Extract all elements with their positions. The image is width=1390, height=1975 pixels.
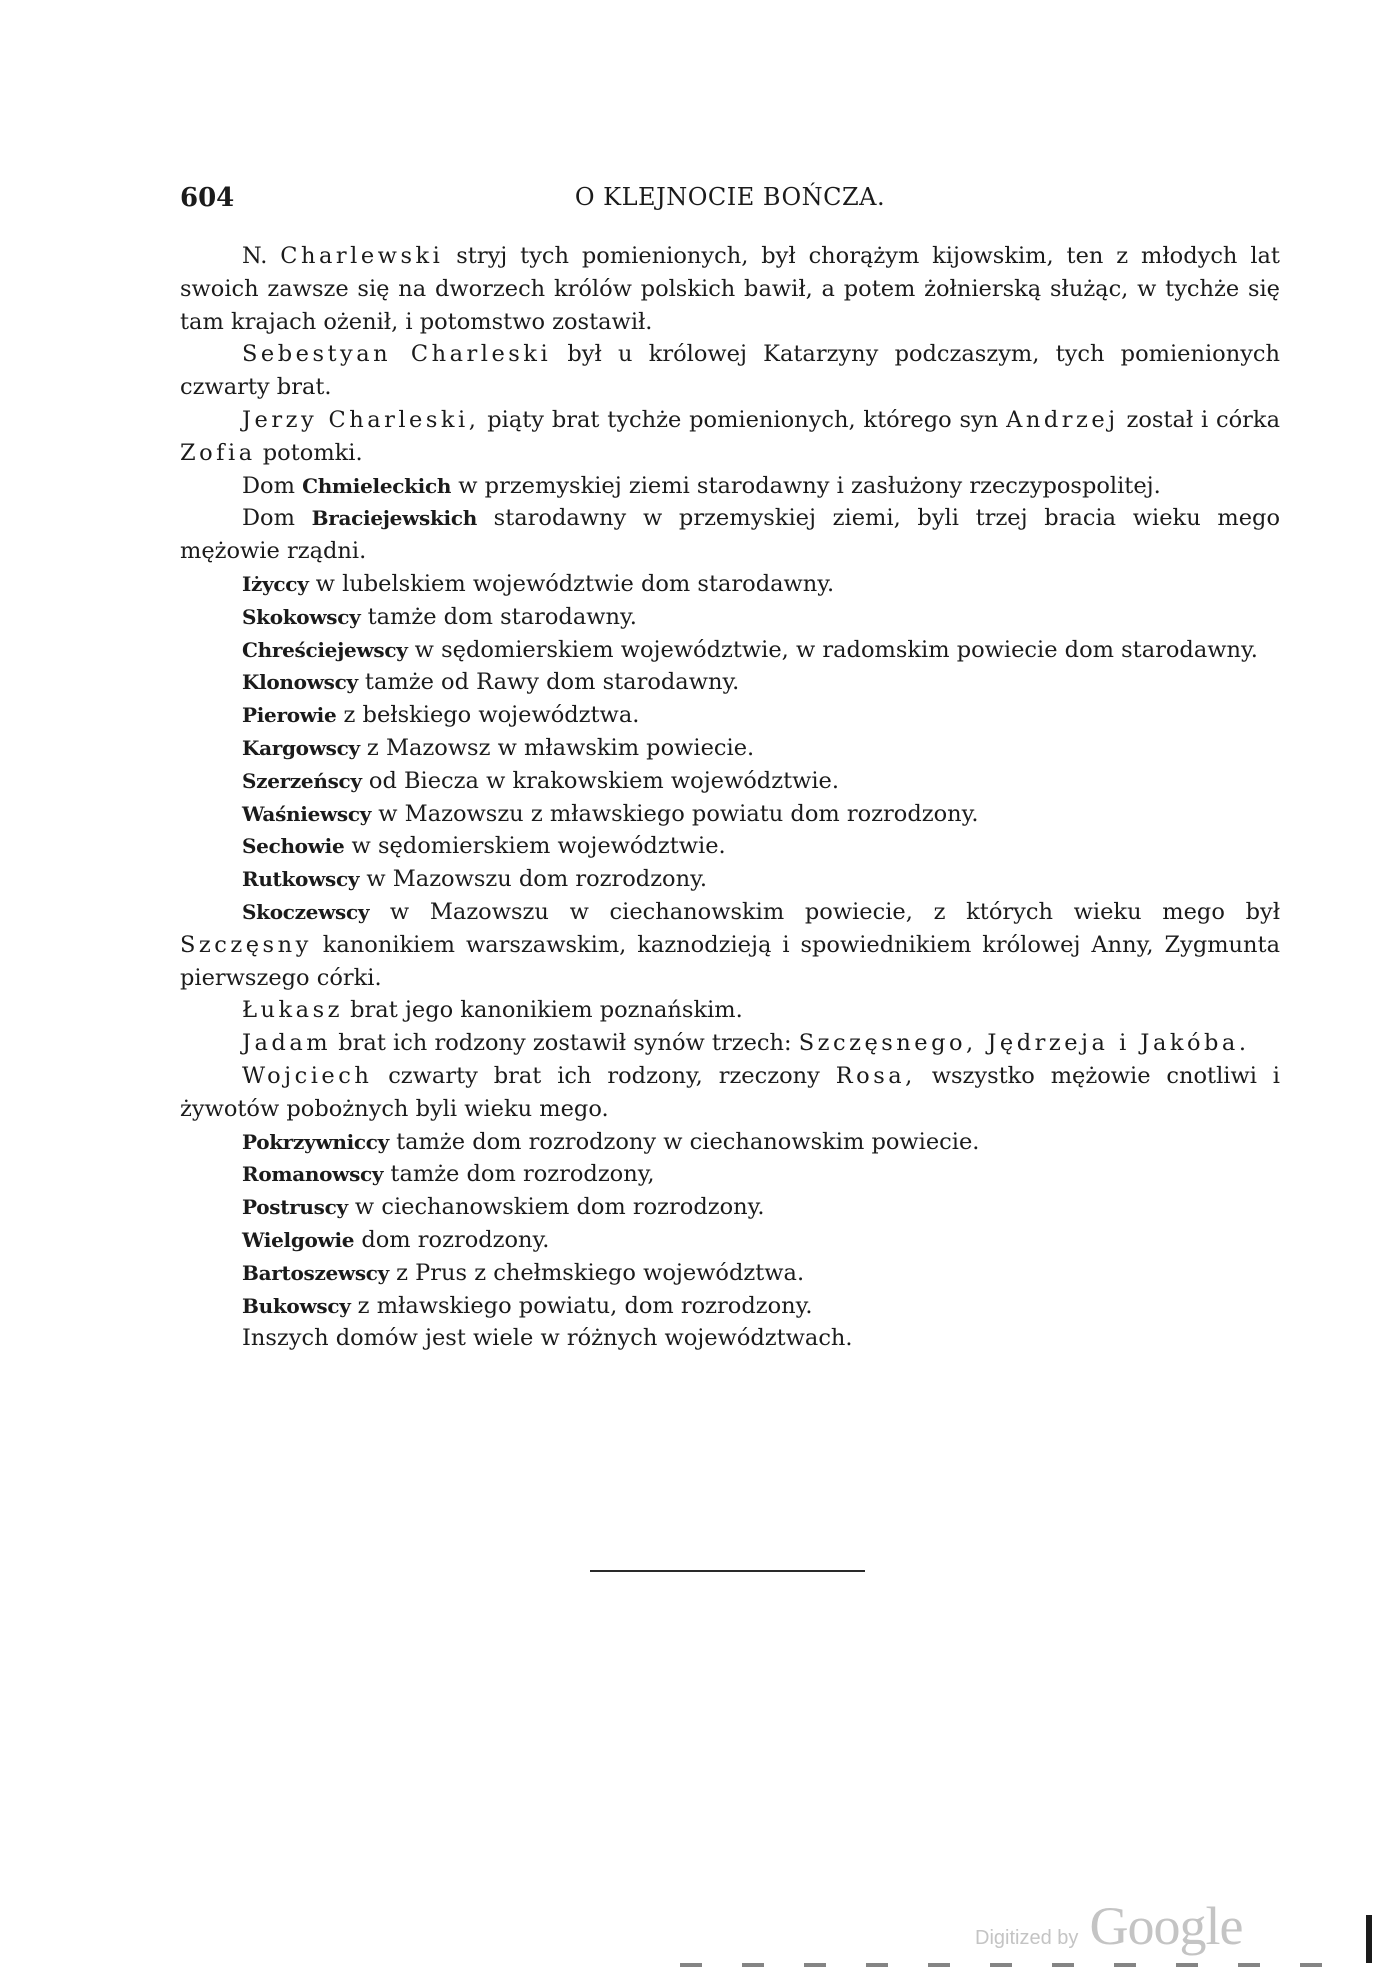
text-run: tamże dom starodawny. xyxy=(360,603,637,630)
text-run: potomki. xyxy=(255,439,363,466)
family-name: Kargowscy xyxy=(242,735,360,760)
end-rule xyxy=(590,1570,865,1572)
watermark-brand-logo: Google xyxy=(1089,1896,1243,1956)
family-name: Waśniewscy xyxy=(242,801,372,826)
paragraph xyxy=(180,1158,1280,1191)
text-run: z mławskiego powiatu, dom rozrodzony. xyxy=(350,1292,813,1319)
text-run: brat ich rodzony zostawił synów trzech: xyxy=(331,1030,799,1057)
text-run: w ciechanowskiem dom rozrodzony. xyxy=(347,1194,765,1221)
text-run: w sędomierskiem województwie, w radomskim powiecie dom starodawny. xyxy=(407,636,1258,663)
running-title: O KLEJNOCIE BOŃCZA. xyxy=(574,183,886,211)
paragraph xyxy=(180,634,1280,667)
scan-bottom-artifacts xyxy=(680,1963,1360,1967)
paragraph xyxy=(180,1224,1280,1257)
text-run: w Mazowszu w ciechanowskim powiecie, z których wieku mego był xyxy=(369,898,1280,925)
paragraph xyxy=(180,863,1280,896)
family-name: Pierowie xyxy=(242,703,337,728)
text-run: Dom xyxy=(242,472,303,499)
spaced-name: Zofia xyxy=(180,439,256,466)
family-name: Romanowscy xyxy=(242,1162,384,1187)
family-name: Sechowie xyxy=(242,834,345,859)
spaced-name: Szczęsny xyxy=(180,931,312,958)
paragraph xyxy=(180,830,1280,863)
family-name: Rutkowscy xyxy=(242,867,360,892)
family-name: Pokrzywniccy xyxy=(242,1129,389,1154)
paragraph xyxy=(180,765,1280,798)
family-name: Wielgowie xyxy=(242,1227,355,1252)
family-name: Szerzeńscy xyxy=(242,768,362,793)
paragraph xyxy=(180,240,1280,338)
paragraph xyxy=(180,1257,1280,1290)
page-header xyxy=(180,183,1280,223)
paragraph xyxy=(180,666,1280,699)
paragraph xyxy=(180,732,1280,765)
paragraph xyxy=(180,798,1280,831)
paragraph xyxy=(180,699,1280,732)
paragraph xyxy=(180,404,1280,470)
text-run: wszystko mężowie cnotliwi i żywotów pobożnych byli wieku mego. xyxy=(180,1062,1281,1122)
spaced-name: Jerzy Charleski, xyxy=(242,406,480,433)
family-name: Klonowscy xyxy=(242,670,358,695)
spaced-name: Szczęsnego, Jędrzeja i Jakóba. xyxy=(798,1030,1250,1057)
text-run: brat jego kanonikiem poznańskim. xyxy=(343,997,743,1024)
family-name: Bartoszewscy xyxy=(242,1260,389,1285)
family-name: Postruscy xyxy=(242,1195,348,1220)
paragraph xyxy=(180,994,1280,1027)
spaced-name: Rosa, xyxy=(835,1062,916,1089)
paragraph xyxy=(180,1322,1280,1355)
paragraph xyxy=(180,502,1280,568)
paragraph xyxy=(180,338,1280,404)
spaced-name: Jadam xyxy=(242,1030,332,1057)
text-run: N. xyxy=(242,243,281,269)
text-run: został i córka xyxy=(1118,406,1280,433)
spaced-name: Łukasz xyxy=(242,997,343,1024)
text-run: w sędomierskiem województwie. xyxy=(344,833,726,860)
text-run: w Mazowszu z mławskiego powiatu dom rozrodzony. xyxy=(371,800,979,827)
text-run: tamże od Rawy dom starodawny. xyxy=(357,669,740,696)
family-name: Braciejewskich xyxy=(311,506,477,531)
paragraph xyxy=(180,568,1280,601)
body-text xyxy=(180,240,1280,1355)
spaced-name: Wojciech xyxy=(242,1062,373,1089)
text-run: z bełskiego województwa. xyxy=(336,702,640,729)
text-run: Inszych domów jest wiele w różnych województwach. xyxy=(242,1325,853,1352)
text-run: tamże dom rozrodzony, xyxy=(383,1161,655,1188)
text-run: w Mazowszu dom rozrodzony. xyxy=(359,866,707,893)
text-run: dom rozrodzony. xyxy=(354,1226,550,1253)
text-run: czwarty brat ich rodzony, rzeczony xyxy=(372,1062,836,1089)
text-run: Dom xyxy=(242,505,312,532)
text-run: piąty brat tychże pomienionych, którego syn xyxy=(479,406,1007,433)
spaced-name: Sebestyan Charleski xyxy=(242,341,552,368)
watermark-prefix: Digitized by xyxy=(975,1927,1079,1949)
text-run: stryj tych pomienionych, był chorążym kijowskim, ten z młodych lat swoich zawsze się na dworzech królów polskich bawił, a potem żołnierską służąc, w tychże się tam krajach ożenił, i potomstwo zostawił. xyxy=(180,243,1280,335)
scan-edge-mark xyxy=(1366,1915,1372,1963)
spaced-name: Andrzej xyxy=(1006,406,1119,433)
text-run: w lubelskiem województwie dom starodawny. xyxy=(308,570,835,597)
paragraph xyxy=(180,1027,1280,1060)
paragraph xyxy=(180,601,1280,634)
paragraph xyxy=(180,896,1280,994)
text-run: z Mazowsz w mławskim powiecie. xyxy=(359,734,755,761)
text-run: kanonikiem warszawskim, kaznodzieją i spowiednikiem królowej Anny, Zygmunta pierwszego córki. xyxy=(180,931,1280,991)
text-run: tamże dom rozrodzony w ciechanowskim powiecie. xyxy=(388,1128,980,1155)
text-run: w przemyskiej ziemi starodawny i zasłużony rzeczypospolitej. xyxy=(451,472,1161,499)
family-name: Iżyccy xyxy=(242,571,309,596)
page-number: 604 xyxy=(180,183,235,213)
family-name: Skokowscy xyxy=(242,604,361,629)
text-run: starodawny w przemyskiej ziemi, byli trzej bracia wieku mego mężowie rządni. xyxy=(180,505,1280,565)
text-run: był u królowej Katarzyny podczaszym, tych pomienionych czwarty brat. xyxy=(180,341,1280,401)
paragraph xyxy=(180,1126,1280,1159)
digitization-watermark xyxy=(975,1895,1242,1965)
family-name: Chreściejewscy xyxy=(242,637,408,662)
paragraph xyxy=(180,1290,1280,1323)
spaced-name: Charlewski xyxy=(280,243,444,269)
family-name: Bukowscy xyxy=(242,1293,351,1318)
text-run: z Prus z chełmskiego województwa. xyxy=(389,1259,805,1286)
family-name: Chmieleckich xyxy=(302,473,452,498)
paragraph xyxy=(180,1191,1280,1224)
paragraph xyxy=(180,1060,1280,1126)
text-run: od Biecza w krakowskiem województwie. xyxy=(361,767,840,794)
paragraph xyxy=(180,470,1280,503)
family-name: Skoczewscy xyxy=(242,899,370,924)
